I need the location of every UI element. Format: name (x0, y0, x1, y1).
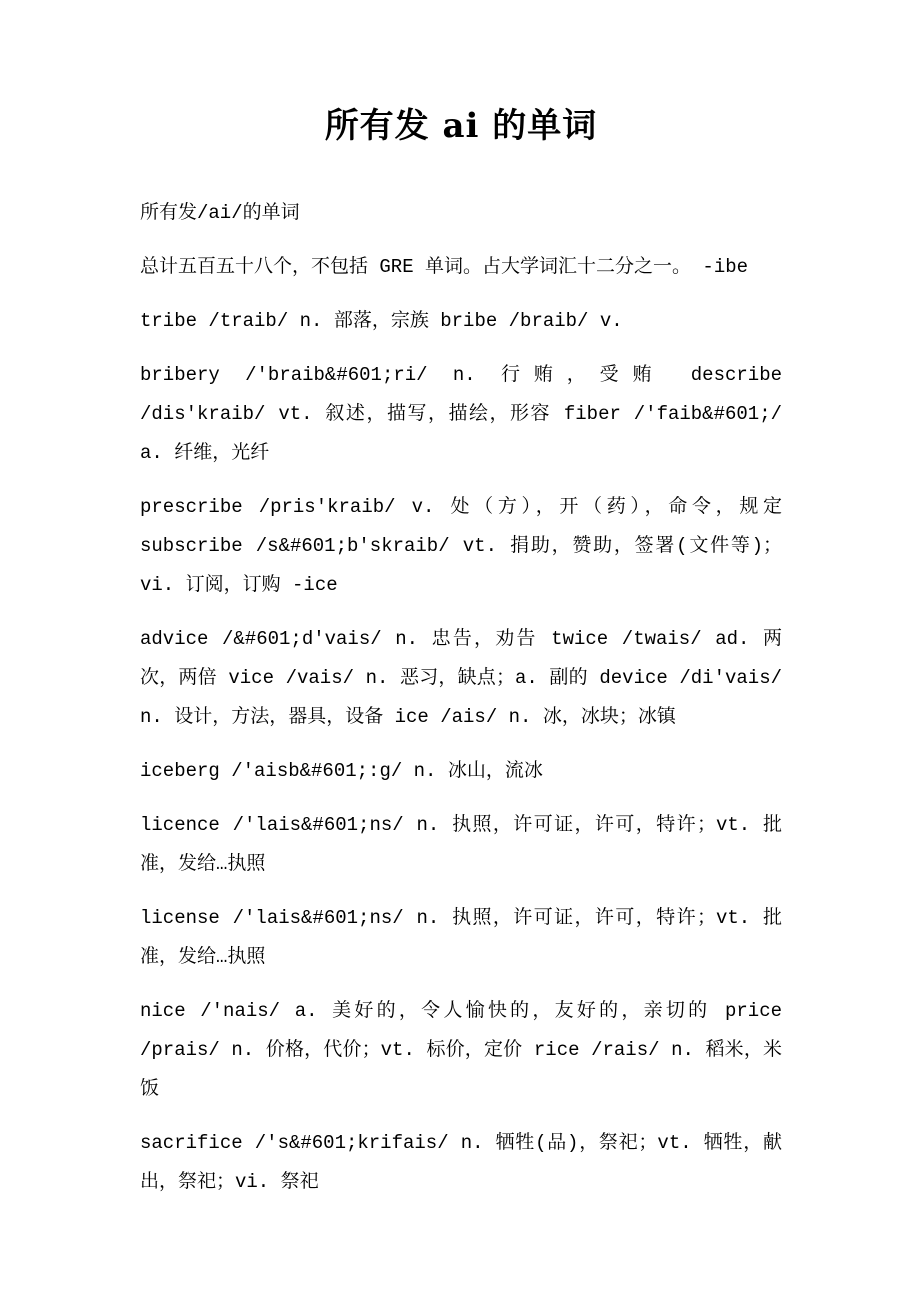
paragraph: iceberg /'aisb&#601;:g/ n. 冰山，流冰 (140, 760, 543, 782)
paragraph: sacrifice /'s&#601;krifais/ n. 牺牲(品)，祭祀；vt. 牺牲，献出，祭祀；vi. 祭祀 (140, 1132, 782, 1193)
document-title: 所有发 ai 的单词 (324, 106, 598, 146)
paragraph: 总计五百五十八个，不包括 GRE 单词。占大学词汇十二分之一。 -ibe (140, 256, 749, 278)
paragraph: license /'lais&#601;ns/ n. 执照，许可证，许可，特许；vt. 批准，发给…执照 (140, 907, 782, 968)
paragraph: prescribe /pris'kraib/ v. 处（方），开（药），命令，规定 subscribe /s&#601;b'skraib/ vt. 捐助，赞助，签署(文件等)；vi. 订阅，订购 -ice (140, 496, 782, 596)
paragraph: 所有发/ai/的单词 (140, 202, 300, 224)
paragraph: bribery /'braib&#601;ri/ n. 行贿，受贿 describe /dis'kraib/ vt. 叙述，描写，描绘，形容 fiber /'faib&#601;/ a. 纤维，光纤 (140, 364, 782, 464)
paragraph: tribe /traib/ n. 部落，宗族 bribe /braib/ v. (140, 310, 623, 332)
paragraph: licence /'lais&#601;ns/ n. 执照，许可证，许可，特许；vt. 批准，发给…执照 (140, 814, 782, 875)
paragraph: nice /'nais/ a. 美好的，令人愉快的，友好的，亲切的 price /prais/ n. 价格，代价；vt. 标价，定价 rice /rais/ n. 稻米，米饭 (140, 1000, 782, 1100)
paragraph: advice /&#601;d'vais/ n. 忠告，劝告 twice /twais/ ad. 两次，两倍 vice /vais/ n. 恶习，缺点；a. 副的 device /di'vais/ n. 设计，方法，器具，设备 ice /ais/ n. 冰，冰块；冰镇 (140, 628, 782, 728)
